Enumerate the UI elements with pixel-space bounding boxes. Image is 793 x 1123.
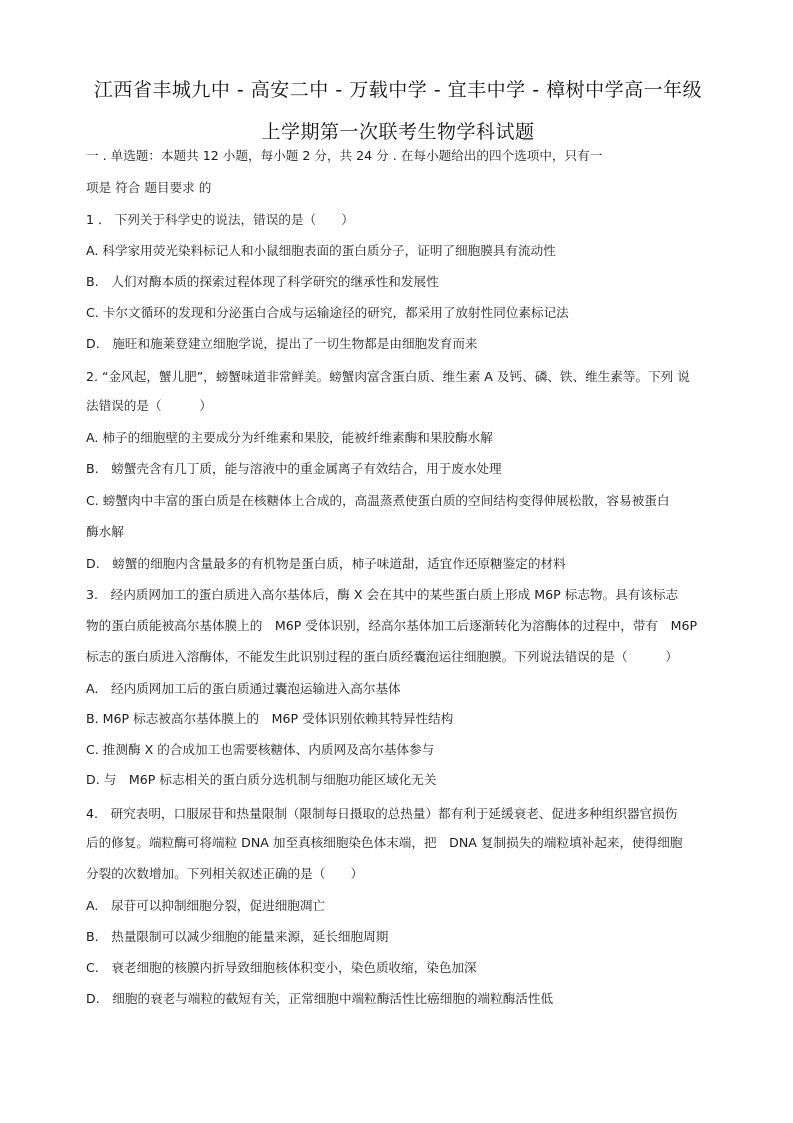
question-4-option-c: C. 衰老细胞的核膜内折导致细胞核体积变小，染色质收缩，染色加深 bbox=[86, 960, 477, 975]
question-3-option-d: D. 与 M6P 标志相关的蛋白质分选机制与细胞功能区域化无关 bbox=[86, 772, 437, 787]
question-2-option-a: A. 柿子的细胞壁的主要成分为纤维素和果胶，能被纤维素酶和果胶酶水解 bbox=[86, 430, 493, 445]
exam-title-line-2: 上学期第一次联考生物学科试题 bbox=[261, 121, 535, 143]
question-2-option-c-line-1: C. 螃蟹肉中丰富的蛋白质是在核糖体上合成的，高温蒸煮使蛋白质的空间结构变得伸展松散，容易被蛋白 bbox=[86, 493, 670, 508]
section-instructions-line-1: 一 . 单选题：本题共 12 小题，每小题 2 分，共 24 分 . 在每小题给出的四个选项中，只有一 bbox=[86, 148, 603, 163]
section-instructions-line-2: 项是 符合 题目要求 的 bbox=[86, 180, 212, 195]
exam-title-line-1: 江西省丰城九中 - 高安二中 - 万载中学 - 宜丰中学 - 樟树中学高一年级 bbox=[93, 79, 703, 101]
question-1-stem: 1 ． 下列关于科学史的说法，错误的是（ ） bbox=[86, 212, 354, 227]
question-4-stem-line-2: 后的修复。端粒酶可将端粒 DNA 加至真核细胞染色体末端，把 DNA 复制损失的端粒填补起来，使得细胞 bbox=[86, 835, 683, 850]
question-3-option-b: B. M6P 标志被高尔基体膜上的 M6P 受体识别依赖其特异性结构 bbox=[86, 711, 454, 726]
question-1-option-a: A. 科学家用荧光染料标记人和小鼠细胞表面的蛋白质分子，证明了细胞膜具有流动性 bbox=[86, 243, 556, 258]
question-3-option-a: A. 经内质网加工后的蛋白质通过囊泡运输进入高尔基体 bbox=[86, 681, 401, 696]
question-3-stem-line-1: 3. 经内质网加工的蛋白质进入高尔基体后，酶 X 会在其中的某些蛋白质上形成 M6P 标志物。具有该标志 bbox=[86, 587, 679, 602]
question-4-stem-line-3: 分裂的次数增加。下列相关叙述正确的是（ ） bbox=[86, 866, 364, 881]
question-4-stem-line-1: 4. 研究表明，口服尿苷和热量限制（限制每日摄取的总热量）都有利于延缓衰老、促进多种组织器官损伤 bbox=[86, 806, 678, 821]
question-3-option-c: C. 推测酶 X 的合成加工也需要核糖体、内质网及高尔基体参与 bbox=[86, 742, 435, 757]
question-4-option-d: D. 细胞的衰老与端粒的截短有关，正常细胞中端粒酶活性比癌细胞的端粒酶活性低 bbox=[86, 991, 554, 1006]
question-2-option-d: D. 螃蟹的细胞内含量最多的有机物是蛋白质，柿子味道甜，适宜作还原糖鉴定的材料 bbox=[86, 556, 566, 571]
question-2-stem-line-1: 2. “金风起，蟹儿肥”，螃蟹味道非常鲜美。螃蟹肉富含蛋白质、维生素 A 及钙、磷、铁、维生素等。下列 说 bbox=[86, 369, 690, 384]
question-3-stem-line-3: 标志的蛋白质进入溶酶体，不能发生此识别过程的蛋白质经囊泡运往细胞膜。下列说法错误的是（ ） bbox=[86, 649, 678, 664]
question-1-option-c: C. 卡尔文循环的发现和分泌蛋白合成与运输途径的研究，都采用了放射性同位素标记法 bbox=[86, 305, 569, 320]
question-4-option-a: A. 尿苷可以抑制细胞分裂，促进细胞凋亡 bbox=[86, 898, 326, 913]
question-4-option-b: B. 热量限制可以减少细胞的能量来源，延长细胞周期 bbox=[86, 929, 389, 944]
question-2-option-b: B. 螃蟹壳含有几丁质，能与溶液中的重金属离子有效结合，用于废水处理 bbox=[86, 461, 502, 476]
question-1-option-d: D. 施旺和施莱登建立细胞学说，提出了一切生物都是由细胞发育而来 bbox=[86, 336, 478, 351]
question-3-stem-line-2: 物的蛋白质能被高尔基体膜上的 M6P 受体识别，经高尔基体加工后逐渐转化为溶酶体的过程中，带有 M6P bbox=[86, 618, 698, 633]
question-1-option-b: B. 人们对酶本质的探索过程体现了科学研究的继承性和发展性 bbox=[86, 274, 439, 289]
question-2-stem-line-2: 法错误的是（ ） bbox=[86, 398, 212, 413]
question-2-option-c-line-2: 酶水解 bbox=[86, 524, 124, 539]
